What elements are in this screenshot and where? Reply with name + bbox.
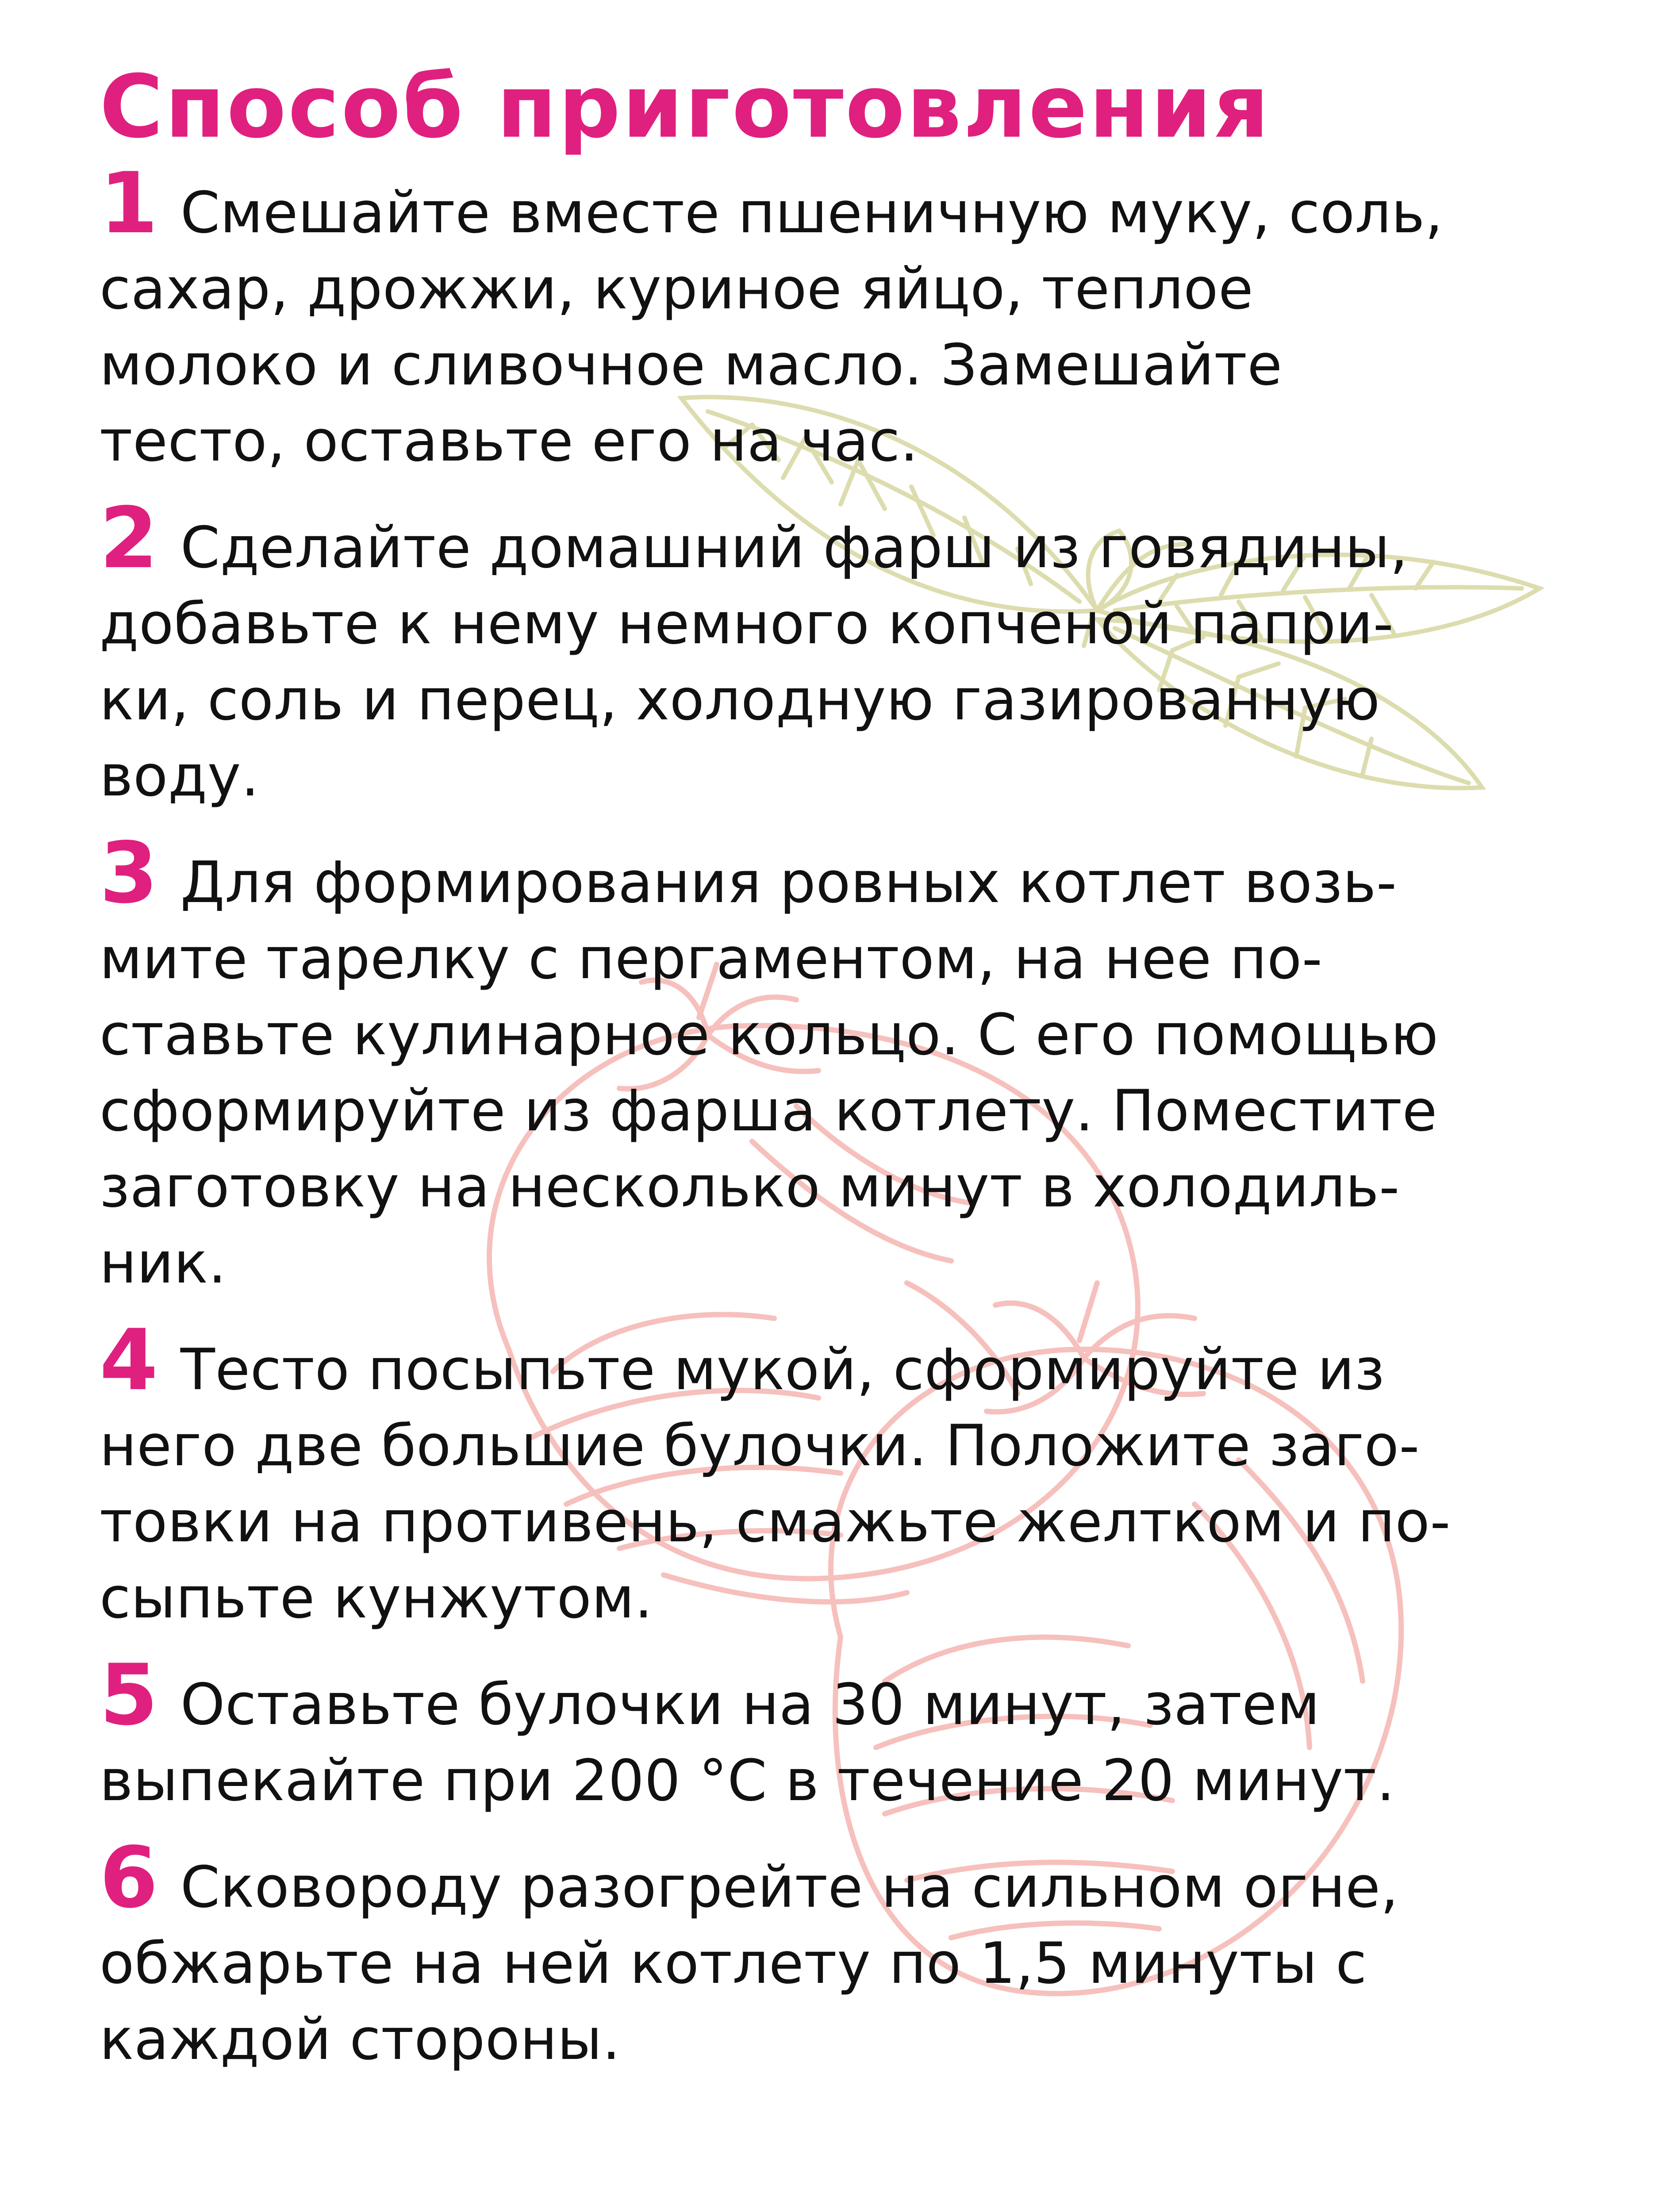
step-text: сыпьте кунжутом. <box>100 1565 653 1632</box>
step-line <box>100 1225 1604 1302</box>
step-line <box>100 1149 1604 1225</box>
step-line <box>100 921 1604 997</box>
page-title: Способ приготовления <box>100 57 1271 157</box>
step-text: добавьте к нему немного копченой папри- <box>100 591 1394 657</box>
step-line <box>100 1829 1604 1927</box>
step-text: Оставьте булочки на 30 минут, затем <box>180 1672 1320 1738</box>
step-line <box>100 1560 1604 1636</box>
step-text: ки, соль и перец, холодную газированную <box>100 667 1380 733</box>
step-number: 5 <box>100 1646 158 1744</box>
step-line <box>100 1646 1604 1744</box>
step-line <box>100 997 1604 1073</box>
step-3 <box>100 824 1604 1302</box>
step-line <box>100 1408 1604 1484</box>
step-text: каждой стороны. <box>100 2007 621 2073</box>
step-text: него две большие булочки. Положите заго- <box>100 1413 1420 1479</box>
step-line <box>100 1311 1604 1409</box>
step-line <box>100 154 1604 253</box>
step-text: Сделайте домашний фарш из говядины, <box>180 515 1408 581</box>
recipe-content <box>100 58 1604 2104</box>
steps-list <box>100 154 1604 2078</box>
step-text: молоко и сливочное масло. Замешайте <box>100 332 1283 399</box>
step-text: тесто, оставьте его на час. <box>100 408 918 475</box>
step-4 <box>100 1311 1604 1636</box>
step-number: 6 <box>100 1829 158 1927</box>
step-line <box>100 489 1604 588</box>
step-line <box>100 1073 1604 1149</box>
step-text: Тесто посыпьте мукой, сформируйте из <box>180 1337 1385 1403</box>
step-text: обжарьте на ней котлету по 1,5 минуты с <box>100 1931 1367 1997</box>
step-line <box>100 1743 1604 1819</box>
step-2 <box>100 489 1604 814</box>
step-line <box>100 2002 1604 2078</box>
step-number: 1 <box>100 154 158 253</box>
step-line <box>100 738 1604 814</box>
step-line <box>100 251 1604 327</box>
step-number: 4 <box>100 1311 158 1409</box>
step-1 <box>100 154 1604 480</box>
step-text: ник. <box>100 1230 227 1297</box>
step-text: Для формирования ровных котлет возь- <box>180 850 1397 916</box>
step-text: Смешайте вместе пшеничную муку, соль, <box>180 180 1444 246</box>
step-line <box>100 403 1604 480</box>
step-text: воду. <box>100 743 260 810</box>
step-text: сформируйте из фарша котлету. Поместите <box>100 1078 1437 1144</box>
step-number: 3 <box>100 824 158 922</box>
step-text: выпекайте при 200 °С в течение 20 минут. <box>100 1748 1395 1814</box>
step-text: заготовку на несколько минут в холодиль- <box>100 1154 1400 1221</box>
step-line <box>100 662 1604 738</box>
step-number: 2 <box>100 489 158 588</box>
step-line <box>100 824 1604 922</box>
step-5 <box>100 1646 1604 1819</box>
step-text: мите тарелку с пергаментом, на нее по- <box>100 926 1323 992</box>
step-text: ставьте кулинарное кольцо. С его помощью <box>100 1002 1439 1068</box>
step-6 <box>100 1829 1604 2078</box>
step-line <box>100 1926 1604 2002</box>
step-line <box>100 327 1604 403</box>
step-line <box>100 586 1604 662</box>
step-text: сахар, дрожжи, куриное яйцо, теплое <box>100 256 1254 323</box>
step-text: товки на противень, смажьте желтком и по- <box>100 1489 1451 1555</box>
step-text: Сковороду разогрейте на сильном огне, <box>180 1855 1399 1921</box>
step-line <box>100 1484 1604 1560</box>
